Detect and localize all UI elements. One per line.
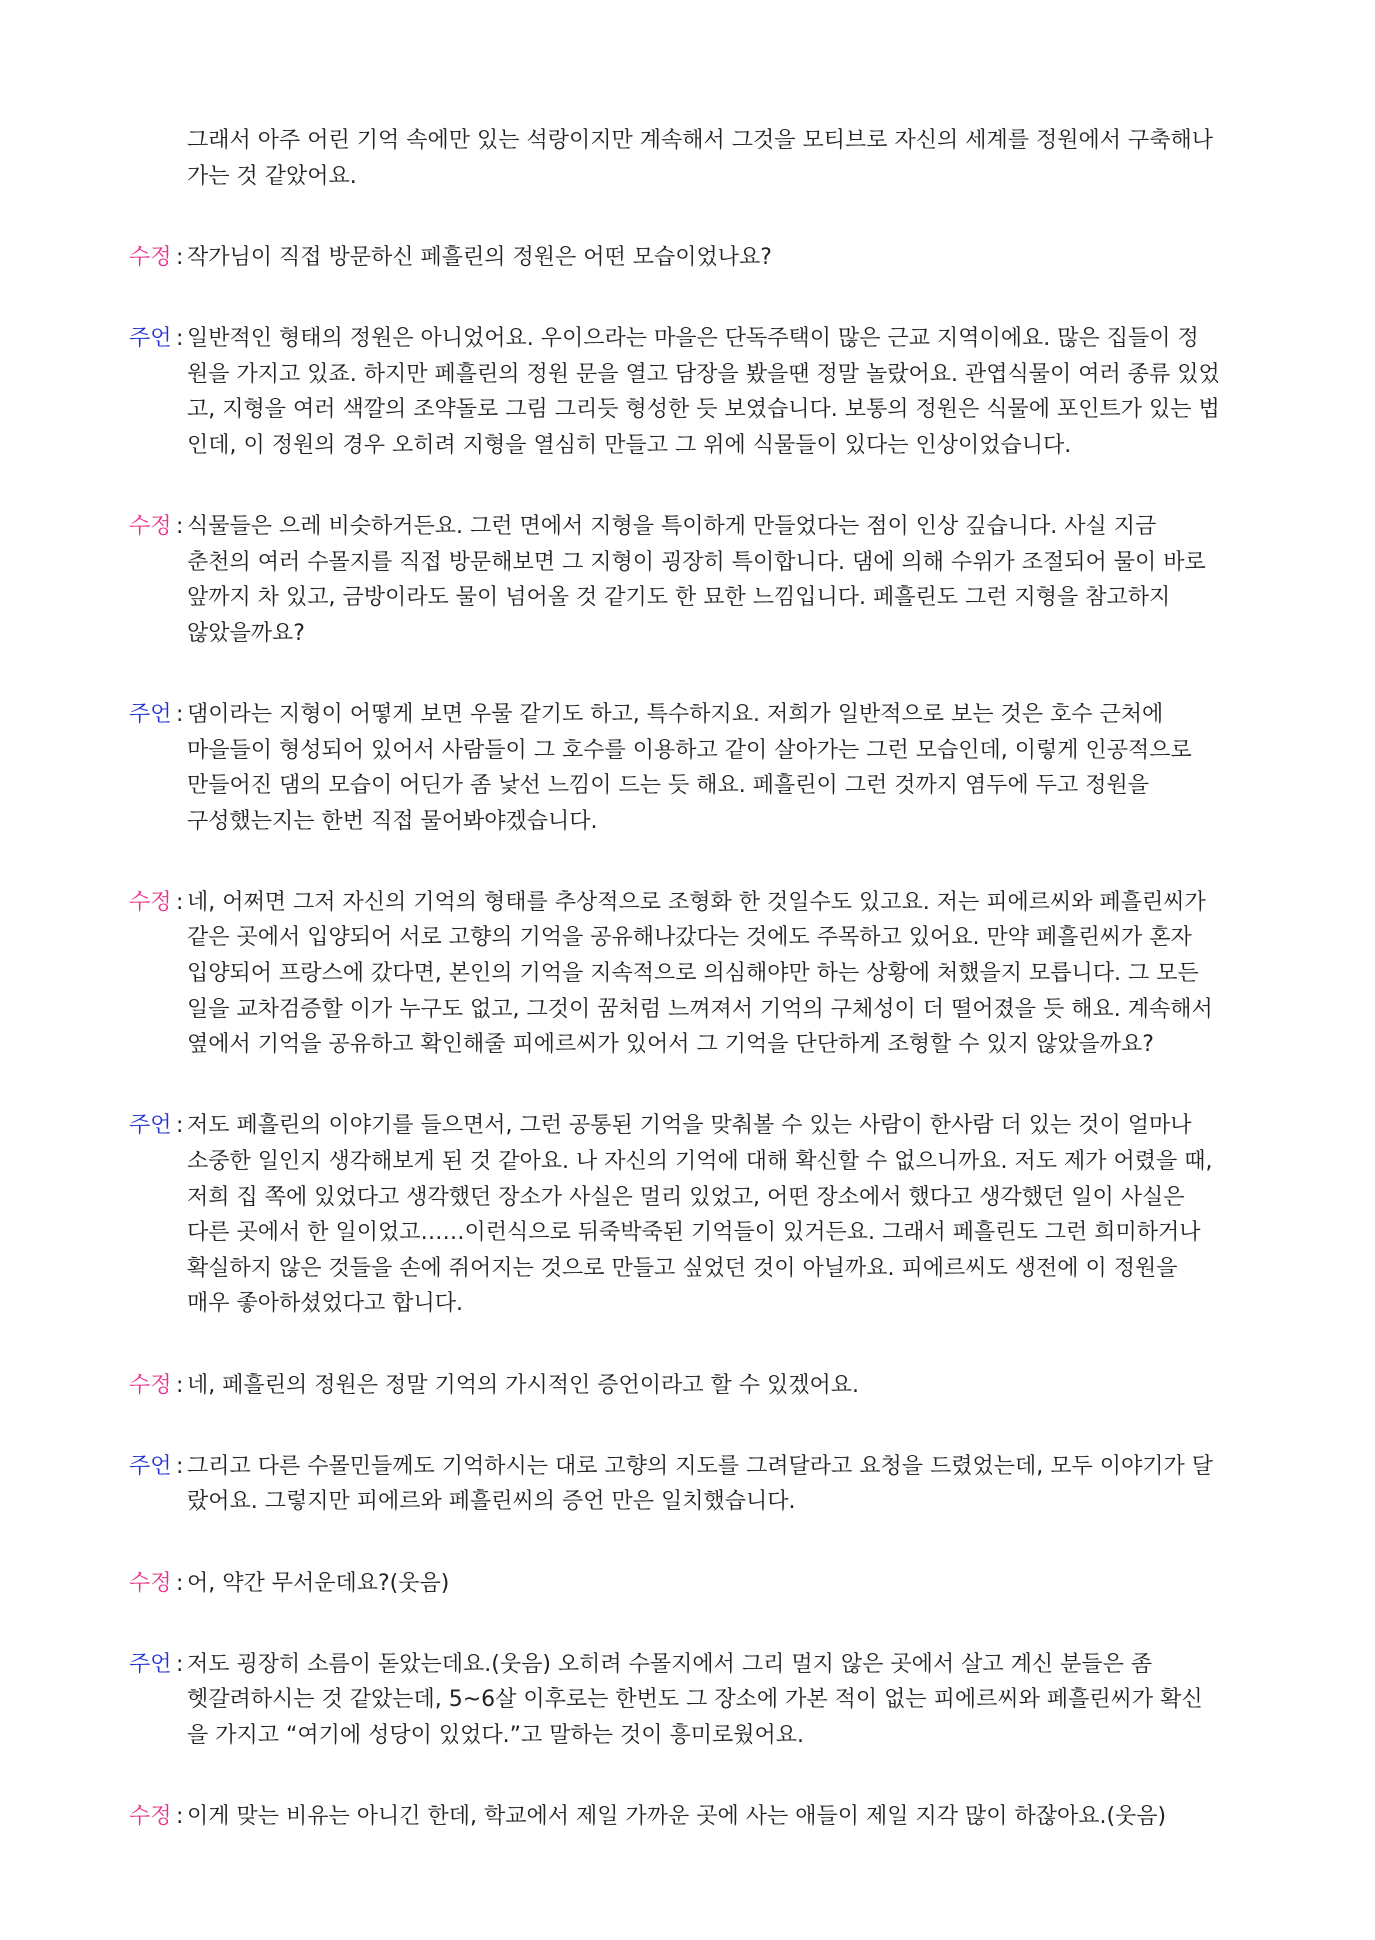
dialogue-entry — [0, 1647, 1375, 1754]
speaker-label: 수정 — [129, 513, 172, 539]
speaker-separator: : — [176, 1372, 184, 1398]
dialogue-entry — [0, 697, 1375, 839]
dialogue-line: 식물들은 으레 비슷하거든요. 그런 면에서 지형을 특이하게 만들었다는 점이 인상 깊습니다. 사실 지금 — [187, 513, 1157, 539]
speaker-label: 수정 — [129, 244, 172, 270]
dialogue-line: 소중한 일인지 생각해보게 된 것 같아요. 나 자신의 기억에 대해 확신할 수 없으니까요. 저도 제가 어렸을 때, — [187, 1149, 1213, 1175]
speaker-label: 주언 — [129, 1453, 172, 1479]
dialogue-line: 고, 지형을 여러 색깔의 조약돌로 그림 그리듯 형성한 듯 보였습니다. 보통의 정원은 식물에 포인트가 있는 법 — [187, 397, 1220, 423]
dialogue-line: 가는 것 같았어요. — [187, 163, 357, 189]
intro-paragraph — [0, 123, 1375, 194]
dialogue-line: 춘천의 여러 수몰지를 직접 방문해보면 그 지형이 굉장히 특이합니다. 댐에 의해 수위가 조절되어 물이 바로 — [187, 549, 1206, 575]
speaker-label: 주언 — [129, 701, 172, 727]
dialogue-line: 저희 집 쪽에 있었다고 생각했던 장소가 사실은 멀리 있었고, 어떤 장소에서 했다고 생각했던 일이 사실은 — [187, 1184, 1185, 1210]
dialogue-entry — [0, 1449, 1375, 1520]
dialogue-line: 원을 가지고 있죠. 하지만 페흘린의 정원 문을 열고 담장을 봤을땐 정말 놀랐어요. 관엽식물이 여러 종류 있었 — [187, 361, 1220, 387]
speaker-label: 수정 — [129, 1372, 172, 1398]
dialogue-line: 매우 좋아하셨었다고 합니다. — [187, 1291, 464, 1317]
speaker-label: 주언 — [129, 325, 172, 351]
dialogue-line: 작가님이 직접 방문하신 페흘린의 정원은 어떤 모습이었나요? — [187, 244, 772, 270]
dialogue-line: 인데, 이 정원의 경우 오히려 지형을 열심히 만들고 그 위에 식물들이 있다는 인상이었습니다. — [187, 432, 1072, 458]
dialogue-line: 확실하지 않은 것들을 손에 쥐어지는 것으로 만들고 싶었던 것이 아닐까요. 피에르씨도 생전에 이 정원을 — [187, 1255, 1178, 1281]
dialogue-line: 어, 약간 무서운데요?(웃음) — [187, 1570, 450, 1596]
dialogue-entry — [0, 885, 1375, 1063]
dialogue-line: 일반적인 형태의 정원은 아니었어요. 우이으라는 마을은 단독주택이 많은 근교 지역이에요. 많은 집들이 정 — [187, 325, 1199, 351]
dialogue-entry — [0, 240, 1375, 276]
dialogue-entry — [0, 509, 1375, 651]
speaker-separator: : — [176, 1113, 184, 1139]
speaker-separator: : — [176, 1570, 184, 1596]
dialogue-line: 그래서 아주 어린 기억 속에만 있는 석랑이지만 계속해서 그것을 모티브로 자신의 세계를 정원에서 구축해나 — [187, 128, 1214, 153]
dialogue-entry — [0, 1566, 1375, 1602]
speaker-separator: : — [176, 889, 184, 915]
dialogue-entry — [0, 321, 1375, 463]
speaker-separator: : — [176, 1804, 184, 1830]
dialogue-line: 일을 교차검증할 이가 누구도 없고, 그것이 꿈처럼 느껴져서 기억의 구체성이 더 떨어졌을 듯 해요. 계속해서 — [187, 996, 1213, 1022]
dialogue-line: 헷갈려하시는 것 같았는데, 5~6살 이후로는 한번도 그 장소에 가본 적이 없는 피에르씨와 페흘린씨가 확신 — [187, 1687, 1203, 1713]
dialogue-line: 앞까지 차 있고, 금방이라도 물이 넘어올 것 같기도 한 묘한 느낌입니다. 페흘린도 그런 지형을 참고하지 — [187, 585, 1171, 611]
speaker-label: 수정 — [129, 1804, 172, 1830]
dialogue-line: 댐이라는 지형이 어떻게 보면 우물 같기도 하고, 특수하지요. 저희가 일반적으로 보는 것은 호수 근처에 — [187, 701, 1164, 727]
dialogue-line: 같은 곳에서 입양되어 서로 고향의 기억을 공유해나갔다는 것에도 주목하고 있어요. 만약 페흘린씨가 혼자 — [187, 925, 1192, 951]
dialogue-line: 저도 페흘린의 이야기를 들으면서, 그런 공통된 기억을 맞춰볼 수 있는 사람이 한사람 더 있는 것이 얼마나 — [187, 1113, 1192, 1139]
speaker-label: 수정 — [129, 889, 172, 915]
dialogue-line: 그리고 다른 수몰민들께도 기억하시는 대로 고향의 지도를 그려달라고 요청을 드렸었는데, 모두 이야기가 달 — [187, 1453, 1214, 1479]
dialogue-line: 네, 어쩌면 그저 자신의 기억의 형태를 추상적으로 조형화 한 것일수도 있고요. 저는 피에르씨와 페흘린씨가 — [187, 889, 1206, 915]
dialogue-entry — [0, 1799, 1375, 1835]
speaker-label: 수정 — [129, 1570, 172, 1596]
dialogue-line: 랐어요. 그렇지만 피에르와 페흘린씨의 증언 만은 일치했습니다. — [187, 1489, 796, 1515]
dialogue-line: 옆에서 기억을 공유하고 확인해줄 피에르씨가 있어서 그 기억을 단단하게 조형할 수 있지 않았을까요? — [187, 1032, 1154, 1058]
dialogue-entry — [0, 1108, 1375, 1322]
dialogue-line: 이게 맞는 비유는 아니긴 한데, 학교에서 제일 가까운 곳에 사는 애들이 제일 지각 많이 하잖아요.(웃음) — [187, 1804, 1167, 1830]
dialogue-line: 다른 곳에서 한 일이었고……이런식으로 뒤죽박죽된 기억들이 있거든요. 그래서 페흘린도 그런 희미하거나 — [187, 1220, 1201, 1246]
dialogue-line: 구성했는지는 한번 직접 물어봐야겠습니다. — [187, 808, 598, 834]
dialogue-line: 마을들이 형성되어 있어서 사람들이 그 호수를 이용하고 같이 살아가는 그런 모습인데, 이렇게 인공적으로 — [187, 737, 1192, 763]
speaker-separator: : — [176, 325, 184, 351]
dialogue-line: 만들어진 댐의 모습이 어딘가 좀 낯선 느낌이 드는 듯 해요. 페흘린이 그런 것까지 염두에 두고 정원을 — [187, 773, 1149, 799]
dialogue-line: 않았을까요? — [187, 620, 305, 646]
speaker-label: 주언 — [129, 1113, 172, 1139]
dialogue-entry — [0, 1368, 1375, 1404]
speaker-separator: : — [176, 701, 184, 727]
speaker-separator: : — [176, 244, 184, 270]
speaker-separator: : — [176, 1651, 184, 1677]
dialogue-line: 입양되어 프랑스에 갔다면, 본인의 기억을 지속적으로 의심해야만 하는 상황에 처했을지 모릅니다. 그 모든 — [187, 961, 1199, 987]
dialogue-line: 을 가지고 “여기에 성당이 있었다.”고 말하는 것이 흥미로웠어요. — [187, 1722, 805, 1748]
dialogue-line: 네, 페흘린의 정원은 정말 기억의 가시적인 증언이라고 할 수 있겠어요. — [187, 1372, 859, 1398]
speaker-label: 주언 — [129, 1651, 172, 1677]
speaker-separator: : — [176, 513, 184, 539]
speaker-separator: : — [176, 1453, 184, 1479]
dialogue-line: 저도 굉장히 소름이 돋았는데요.(웃음) 오히려 수몰지에서 그리 멀지 않은 곳에서 살고 계신 분들은 좀 — [187, 1651, 1153, 1677]
